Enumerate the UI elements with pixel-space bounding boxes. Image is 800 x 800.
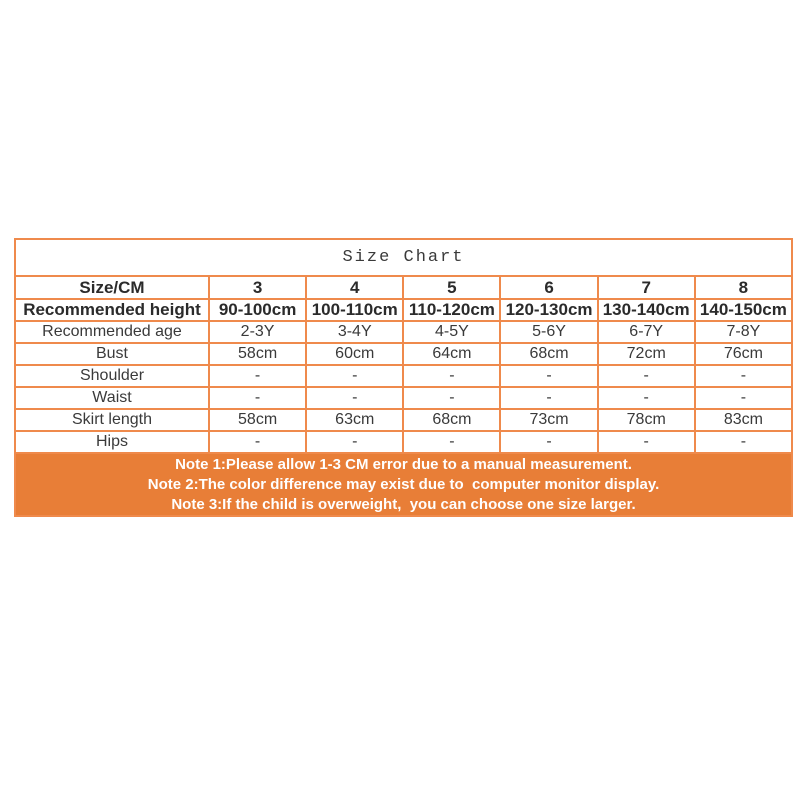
notes-band — [15, 453, 792, 516]
header-size-cm-label: Size/CM — [15, 276, 209, 299]
cell: 63cm — [306, 409, 403, 431]
cell: 58cm — [209, 343, 306, 365]
cell: 4-5Y — [403, 321, 500, 343]
cell: 76cm — [695, 343, 792, 365]
table-row-bust — [15, 343, 792, 365]
header-size-value: 7 — [598, 276, 695, 299]
cell: 83cm — [695, 409, 792, 431]
cell: 140-150cm — [695, 299, 792, 321]
row-label: Shoulder — [15, 365, 209, 387]
cell: - — [209, 387, 306, 409]
cell: 78cm — [598, 409, 695, 431]
table-row-hips — [15, 431, 792, 453]
table-row-notes — [15, 453, 792, 516]
header-size-value: 8 — [695, 276, 792, 299]
row-label: Waist — [15, 387, 209, 409]
cell: - — [598, 431, 695, 453]
table-row-skirt-length — [15, 409, 792, 431]
cell: - — [695, 365, 792, 387]
cell: 110-120cm — [403, 299, 500, 321]
cell: - — [500, 387, 597, 409]
cell: - — [598, 387, 695, 409]
table-row — [15, 239, 792, 276]
cell: - — [598, 365, 695, 387]
row-label: Recommended age — [15, 321, 209, 343]
row-label: Bust — [15, 343, 209, 365]
cell: 7-8Y — [695, 321, 792, 343]
cell: 60cm — [306, 343, 403, 365]
cell: 72cm — [598, 343, 695, 365]
cell: - — [306, 431, 403, 453]
cell: 5-6Y — [500, 321, 597, 343]
cell: 68cm — [403, 409, 500, 431]
cell: 68cm — [500, 343, 597, 365]
row-label: Recommended height — [15, 299, 209, 321]
cell: 58cm — [209, 409, 306, 431]
cell: - — [695, 387, 792, 409]
note-line-3: Note 3:If the child is overweight, you can choose one size larger. — [171, 495, 636, 513]
cell: - — [500, 365, 597, 387]
cell: 73cm — [500, 409, 597, 431]
cell: 120-130cm — [500, 299, 597, 321]
cell: 130-140cm — [598, 299, 695, 321]
table-row — [15, 276, 792, 299]
size-chart-table — [14, 238, 793, 517]
table-title: Size Chart — [15, 239, 792, 276]
header-size-value: 3 — [209, 276, 306, 299]
cell: - — [403, 387, 500, 409]
cell: - — [500, 431, 597, 453]
header-size-value: 4 — [306, 276, 403, 299]
cell: - — [403, 431, 500, 453]
cell: - — [695, 431, 792, 453]
note-line-1: Note 1:Please allow 1-3 CM error due to a manual measurement. — [175, 455, 632, 473]
cell: - — [209, 365, 306, 387]
cell: 2-3Y — [209, 321, 306, 343]
table-row-shoulder — [15, 365, 792, 387]
row-label: Hips — [15, 431, 209, 453]
table-row-waist — [15, 387, 792, 409]
cell: 6-7Y — [598, 321, 695, 343]
cell: - — [403, 365, 500, 387]
note-line-2: Note 2:The color difference may exist due to computer monitor display. — [147, 475, 660, 493]
cell: - — [209, 431, 306, 453]
cell: 3-4Y — [306, 321, 403, 343]
table-row-recommended-height — [15, 299, 792, 321]
header-size-value: 5 — [403, 276, 500, 299]
cell: 64cm — [403, 343, 500, 365]
cell: 90-100cm — [209, 299, 306, 321]
table-row-recommended-age — [15, 321, 792, 343]
cell: - — [306, 387, 403, 409]
cell: 100-110cm — [306, 299, 403, 321]
cell: - — [306, 365, 403, 387]
row-label: Skirt length — [15, 409, 209, 431]
header-size-value: 6 — [500, 276, 597, 299]
